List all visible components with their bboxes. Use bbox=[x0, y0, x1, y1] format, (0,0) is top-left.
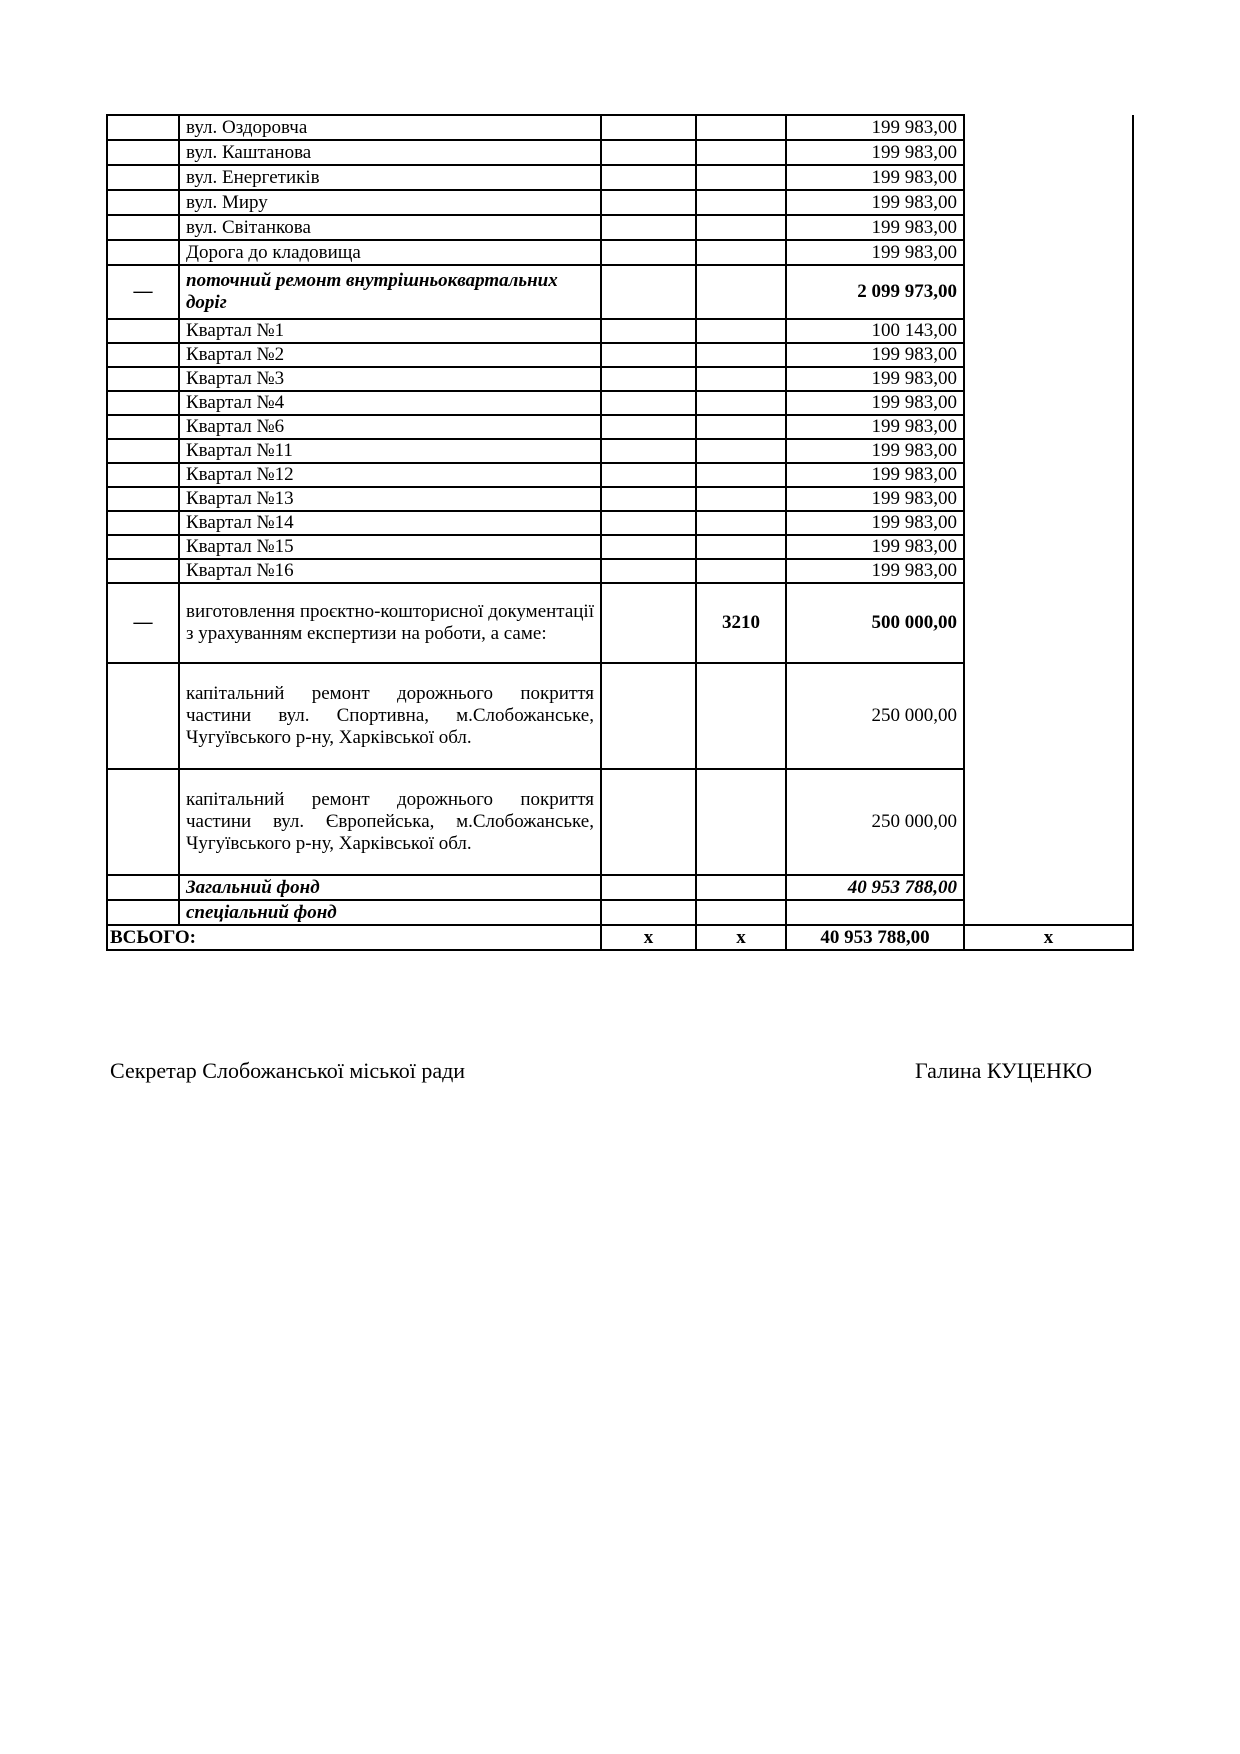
row-code-2 bbox=[696, 663, 786, 769]
budget-table bbox=[106, 114, 1134, 951]
table-row bbox=[107, 115, 1133, 140]
row-code-1 bbox=[601, 583, 696, 663]
row-amount: 199 983,00 bbox=[786, 439, 964, 463]
row-name: капітальний ремонт дорожнього покриття частини вул. Спортивна, м.Слобожанське, Чугуївського р-ну, Харківської обл. bbox=[179, 663, 601, 769]
row-marker: — bbox=[107, 583, 179, 663]
row-amount: 199 983,00 bbox=[786, 240, 964, 265]
row-code-1 bbox=[601, 265, 696, 319]
row-code-1 bbox=[601, 463, 696, 487]
row-code-1 bbox=[601, 535, 696, 559]
row-code-1 bbox=[601, 343, 696, 367]
row-name: Квартал №6 bbox=[179, 415, 601, 439]
row-amount: 2 099 973,00 bbox=[786, 265, 964, 319]
row-name: Квартал №13 bbox=[179, 487, 601, 511]
row-code-2 bbox=[696, 535, 786, 559]
total-code-2: x bbox=[696, 925, 786, 950]
row-amount: 199 983,00 bbox=[786, 215, 964, 240]
row-code-2 bbox=[696, 240, 786, 265]
row-code-1 bbox=[601, 511, 696, 535]
row-code-1 bbox=[601, 415, 696, 439]
row-amount: 199 983,00 bbox=[786, 165, 964, 190]
row-marker bbox=[107, 535, 179, 559]
row-code-1 bbox=[601, 875, 696, 900]
row-amount: 199 983,00 bbox=[786, 559, 964, 583]
row-code-2 bbox=[696, 487, 786, 511]
budget-table-body bbox=[107, 115, 1133, 950]
row-name: Дорога до кладовища bbox=[179, 240, 601, 265]
row-marker: — bbox=[107, 265, 179, 319]
row-amount: 500 000,00 bbox=[786, 583, 964, 663]
row-code-2 bbox=[696, 265, 786, 319]
row-marker bbox=[107, 663, 179, 769]
row-marker bbox=[107, 319, 179, 343]
row-marker bbox=[107, 511, 179, 535]
row-marker bbox=[107, 463, 179, 487]
row-code-1 bbox=[601, 663, 696, 769]
row-name: Загальний фонд bbox=[179, 875, 601, 900]
row-name: вул. Світанкова bbox=[179, 215, 601, 240]
row-code-1 bbox=[601, 559, 696, 583]
row-marker bbox=[107, 140, 179, 165]
row-code-2 bbox=[696, 875, 786, 900]
row-marker bbox=[107, 559, 179, 583]
row-code-1 bbox=[601, 900, 696, 925]
total-last: x bbox=[964, 925, 1133, 950]
row-name: Квартал №3 bbox=[179, 367, 601, 391]
row-name: поточний ремонт внутрішньоквартальних доріг bbox=[179, 265, 601, 319]
row-name: Квартал №16 bbox=[179, 559, 601, 583]
row-marker bbox=[107, 487, 179, 511]
row-code-1 bbox=[601, 140, 696, 165]
row-code-1 bbox=[601, 487, 696, 511]
row-code-1 bbox=[601, 115, 696, 140]
row-amount: 199 983,00 bbox=[786, 367, 964, 391]
row-marker bbox=[107, 875, 179, 900]
row-code-1 bbox=[601, 165, 696, 190]
row-code-2 bbox=[696, 391, 786, 415]
row-marker bbox=[107, 415, 179, 439]
row-marker bbox=[107, 391, 179, 415]
row-marker bbox=[107, 367, 179, 391]
row-amount: 100 143,00 bbox=[786, 319, 964, 343]
row-code-2 bbox=[696, 190, 786, 215]
row-name: Квартал №12 bbox=[179, 463, 601, 487]
row-code-1 bbox=[601, 439, 696, 463]
row-code-1 bbox=[601, 190, 696, 215]
row-marker bbox=[107, 165, 179, 190]
row-amount: 199 983,00 bbox=[786, 391, 964, 415]
row-marker bbox=[107, 190, 179, 215]
row-code-1 bbox=[601, 367, 696, 391]
row-amount: 40 953 788,00 bbox=[786, 875, 964, 900]
row-amount: 250 000,00 bbox=[786, 663, 964, 769]
row-name: Квартал №15 bbox=[179, 535, 601, 559]
row-name: Квартал №2 bbox=[179, 343, 601, 367]
row-name: вул. Миру bbox=[179, 190, 601, 215]
row-code-2 bbox=[696, 115, 786, 140]
row-code-1 bbox=[601, 215, 696, 240]
row-code-2 bbox=[696, 511, 786, 535]
row-amount: 199 983,00 bbox=[786, 140, 964, 165]
row-code-2 bbox=[696, 559, 786, 583]
row-marker bbox=[107, 115, 179, 140]
row-name: виготовлення проєктно-кошторисної документації з урахуванням експертизи на роботи, а саме: bbox=[179, 583, 601, 663]
row-marker bbox=[107, 769, 179, 875]
row-code-2 bbox=[696, 343, 786, 367]
row-amount: 199 983,00 bbox=[786, 190, 964, 215]
row-code-2 bbox=[696, 367, 786, 391]
row-amount bbox=[786, 900, 964, 925]
total-amount: 40 953 788,00 bbox=[786, 925, 964, 950]
row-amount: 199 983,00 bbox=[786, 535, 964, 559]
side-column bbox=[964, 115, 1133, 925]
row-marker bbox=[107, 240, 179, 265]
row-name: Квартал №1 bbox=[179, 319, 601, 343]
row-code-2 bbox=[696, 439, 786, 463]
row-code-2 bbox=[696, 165, 786, 190]
row-name: спеціальний фонд bbox=[179, 900, 601, 925]
row-marker bbox=[107, 439, 179, 463]
row-code-2 bbox=[696, 900, 786, 925]
total-row bbox=[107, 925, 1133, 950]
row-code-2 bbox=[696, 463, 786, 487]
row-amount: 199 983,00 bbox=[786, 115, 964, 140]
total-label: ВСЬОГО: bbox=[107, 925, 601, 950]
row-code-1 bbox=[601, 769, 696, 875]
signatory-position: Секретар Слобожанської міської ради bbox=[110, 1058, 466, 1083]
row-marker bbox=[107, 343, 179, 367]
row-amount: 199 983,00 bbox=[786, 511, 964, 535]
row-amount: 199 983,00 bbox=[786, 343, 964, 367]
signatory-name: Галина КУЦЕНКО bbox=[915, 1058, 1092, 1083]
total-code-1: x bbox=[601, 925, 696, 950]
row-code-2 bbox=[696, 140, 786, 165]
row-name: Квартал №4 bbox=[179, 391, 601, 415]
row-code-2: 3210 bbox=[696, 583, 786, 663]
row-amount: 199 983,00 bbox=[786, 487, 964, 511]
row-amount: 250 000,00 bbox=[786, 769, 964, 875]
row-code-1 bbox=[601, 240, 696, 265]
row-marker bbox=[107, 215, 179, 240]
row-name: вул. Оздоровча bbox=[179, 115, 601, 140]
row-code-2 bbox=[696, 319, 786, 343]
row-name: капітальний ремонт дорожнього покриття частини вул. Європейська, м.Слобожанське, Чугуївського р-ну, Харківської обл. bbox=[179, 769, 601, 875]
row-code-2 bbox=[696, 769, 786, 875]
row-code-2 bbox=[696, 415, 786, 439]
row-marker bbox=[107, 900, 179, 925]
row-code-1 bbox=[601, 319, 696, 343]
row-name: вул. Каштанова bbox=[179, 140, 601, 165]
row-name: Квартал №11 bbox=[179, 439, 601, 463]
row-amount: 199 983,00 bbox=[786, 415, 964, 439]
row-name: вул. Енергетиків bbox=[179, 165, 601, 190]
row-amount: 199 983,00 bbox=[786, 463, 964, 487]
row-name: Квартал №14 bbox=[179, 511, 601, 535]
row-code-1 bbox=[601, 391, 696, 415]
row-code-2 bbox=[696, 215, 786, 240]
